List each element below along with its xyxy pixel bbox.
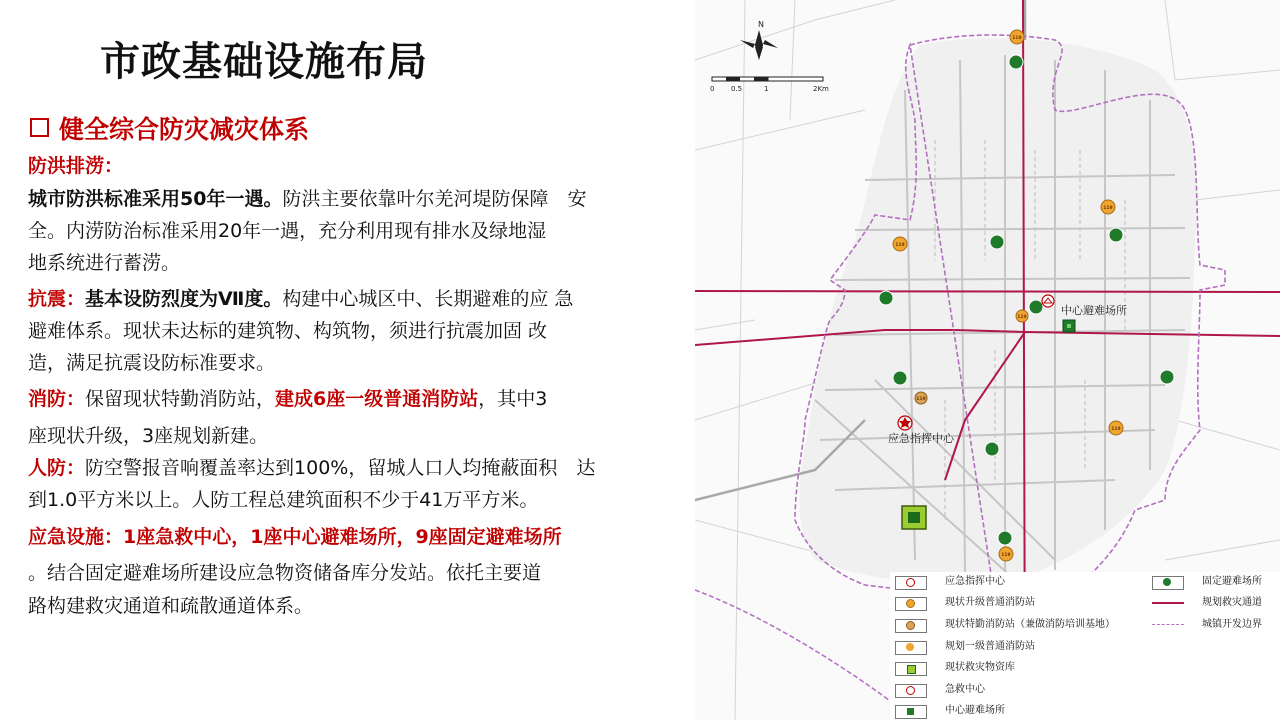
legend-label: 急救中心 xyxy=(945,684,985,695)
quake-line-2: 避难体系。现状未达标的建筑物、构筑物，须进行抗震加固 改 xyxy=(28,320,548,342)
fixed-shelter-icon xyxy=(990,235,1004,249)
quake-bold: 基本设防烈度为Ⅶ度。 xyxy=(85,288,283,310)
legend-label: 城镇开发边界 xyxy=(1202,619,1262,630)
fire-line-2: 座现状升级，3座规划新建。 xyxy=(28,425,269,447)
quake-line-3: 造，满足抗震设防标准要求。 xyxy=(28,352,276,374)
center-shelter-icon xyxy=(895,705,927,719)
upgrade-fire-station-icon xyxy=(895,597,927,611)
flood-line-1 xyxy=(28,183,586,216)
legend-label: 规划一级普通消防站 xyxy=(945,641,1035,652)
fire-heading: 消防： xyxy=(28,388,86,410)
station-number: 119 xyxy=(1012,36,1022,41)
fire-station-icon xyxy=(1101,200,1115,214)
fixed-shelter-icon xyxy=(985,442,999,456)
fixed-shelter-icon xyxy=(1160,370,1174,384)
station-number: 119 xyxy=(1017,315,1027,320)
first-aid-center-icon xyxy=(1042,295,1054,307)
emergency-line-2: 路构建救灾通道和疏散通道体系。 xyxy=(28,595,314,617)
fixed-shelter-icon xyxy=(879,291,893,305)
fire-station-icon xyxy=(1016,310,1028,322)
scale-label-0-5: 0.5 xyxy=(731,85,743,93)
flood-bold: 城市防洪标准采用50年一遇。 xyxy=(28,188,283,210)
town-boundary-icon xyxy=(1152,619,1182,631)
section-heading xyxy=(30,110,309,146)
special-fire-station-icon xyxy=(895,619,927,633)
civil-line-2: 到1.0平方米以上。人防工程总建筑面积不少于41万平方米。 xyxy=(28,489,539,511)
fire-line-1 xyxy=(28,383,547,416)
quake-text-1: 构建中心城区中、长期避难的应 急 xyxy=(282,288,574,310)
fire-text-2: ，其中3 xyxy=(478,388,548,410)
legend-label: 固定避难场所 xyxy=(1202,576,1262,587)
flood-heading-text: 防洪排涝： xyxy=(28,155,124,177)
quake-line-1 xyxy=(28,283,573,316)
station-number: 119 xyxy=(1111,427,1121,432)
legend-label: 规划救灾通道 xyxy=(1202,597,1262,608)
flood-line-2: 全。内涝防治标准采用20年一遇，充分利用现有排水及绿地湿 xyxy=(28,220,547,242)
section-heading-text: 健全综合防灾减灾体系 xyxy=(59,115,310,144)
civil-text-1: 防空警报音响覆盖率达到100%，留城人口人均掩蔽面积 达 xyxy=(85,457,596,479)
fire-station-icon xyxy=(915,392,927,404)
emergency-line-1: 。结合固定避难场所建设应急物资储备库分发站。依托主要道 xyxy=(28,562,542,584)
fixed-shelter-icon xyxy=(1109,228,1123,242)
center-shelter-inner xyxy=(1067,324,1071,328)
fixed-shelter-icon xyxy=(1152,576,1184,590)
north-arrow-icon xyxy=(740,20,778,60)
checkbox-square-icon xyxy=(30,118,49,137)
fixed-shelter-icon xyxy=(1029,300,1043,314)
fire-station-icon xyxy=(999,547,1013,561)
command-center-icon xyxy=(895,576,927,590)
flood-heading xyxy=(28,150,123,183)
first-aid-center-icon xyxy=(895,684,927,698)
station-number: 119 xyxy=(916,397,926,402)
relief-warehouse-icon xyxy=(902,506,926,529)
relief-route-icon xyxy=(1152,597,1182,609)
scale-label-2km: 2Km xyxy=(813,85,829,93)
station-number: 119 xyxy=(1103,206,1113,211)
fixed-shelter-icon xyxy=(1009,55,1023,69)
station-number: 119 xyxy=(895,243,905,248)
fixed-shelter-icon xyxy=(893,371,907,385)
fixed-shelter-icon xyxy=(998,531,1012,545)
fire-bold: 建成6座一级普通消防站 xyxy=(275,388,479,410)
fire-text-1: 保留现状特勤消防站， xyxy=(85,388,276,410)
legend-label: 现状特勤消防站（兼做消防培训基地） xyxy=(945,619,1115,630)
relief-warehouse-icon xyxy=(895,662,927,676)
north-label: N xyxy=(758,20,764,29)
emergency-heading-text: 应急设施：1座急救中心，1座中心避难场所，9座固定避难场所 xyxy=(28,526,562,548)
page-title: 市政基础设施布局 xyxy=(100,39,428,85)
station-number: 119 xyxy=(1001,553,1011,558)
scale-label-1: 1 xyxy=(764,85,769,93)
civil-line-1 xyxy=(28,452,595,485)
scale-bar xyxy=(710,77,829,93)
command-center-label: 应急指挥中心 xyxy=(888,432,954,445)
legend-label: 现状救灾物资库 xyxy=(945,662,1015,673)
fire-station-icon xyxy=(893,237,907,251)
planned-fire-station-icon xyxy=(895,641,927,655)
flood-text-1: 防洪主要依靠叶尔羌河堤防保障 安 xyxy=(282,188,587,210)
legend-label: 应急指挥中心 xyxy=(945,576,1005,587)
map-legend xyxy=(890,572,1280,720)
flood-line-3: 地系统进行蓄涝。 xyxy=(28,252,181,274)
legend-label: 现状升级普通消防站 xyxy=(945,597,1035,608)
fire-station-icon xyxy=(1109,421,1123,435)
quake-heading: 抗震： xyxy=(28,288,86,310)
legend-label: 中心避难场所 xyxy=(945,705,1005,716)
center-shelter-label: 中心避难场所 xyxy=(1061,304,1127,317)
scale-label-0: 0 xyxy=(710,85,715,93)
emergency-heading xyxy=(28,521,562,554)
civil-heading: 人防： xyxy=(28,457,86,479)
fire-station-icon xyxy=(1010,30,1024,44)
